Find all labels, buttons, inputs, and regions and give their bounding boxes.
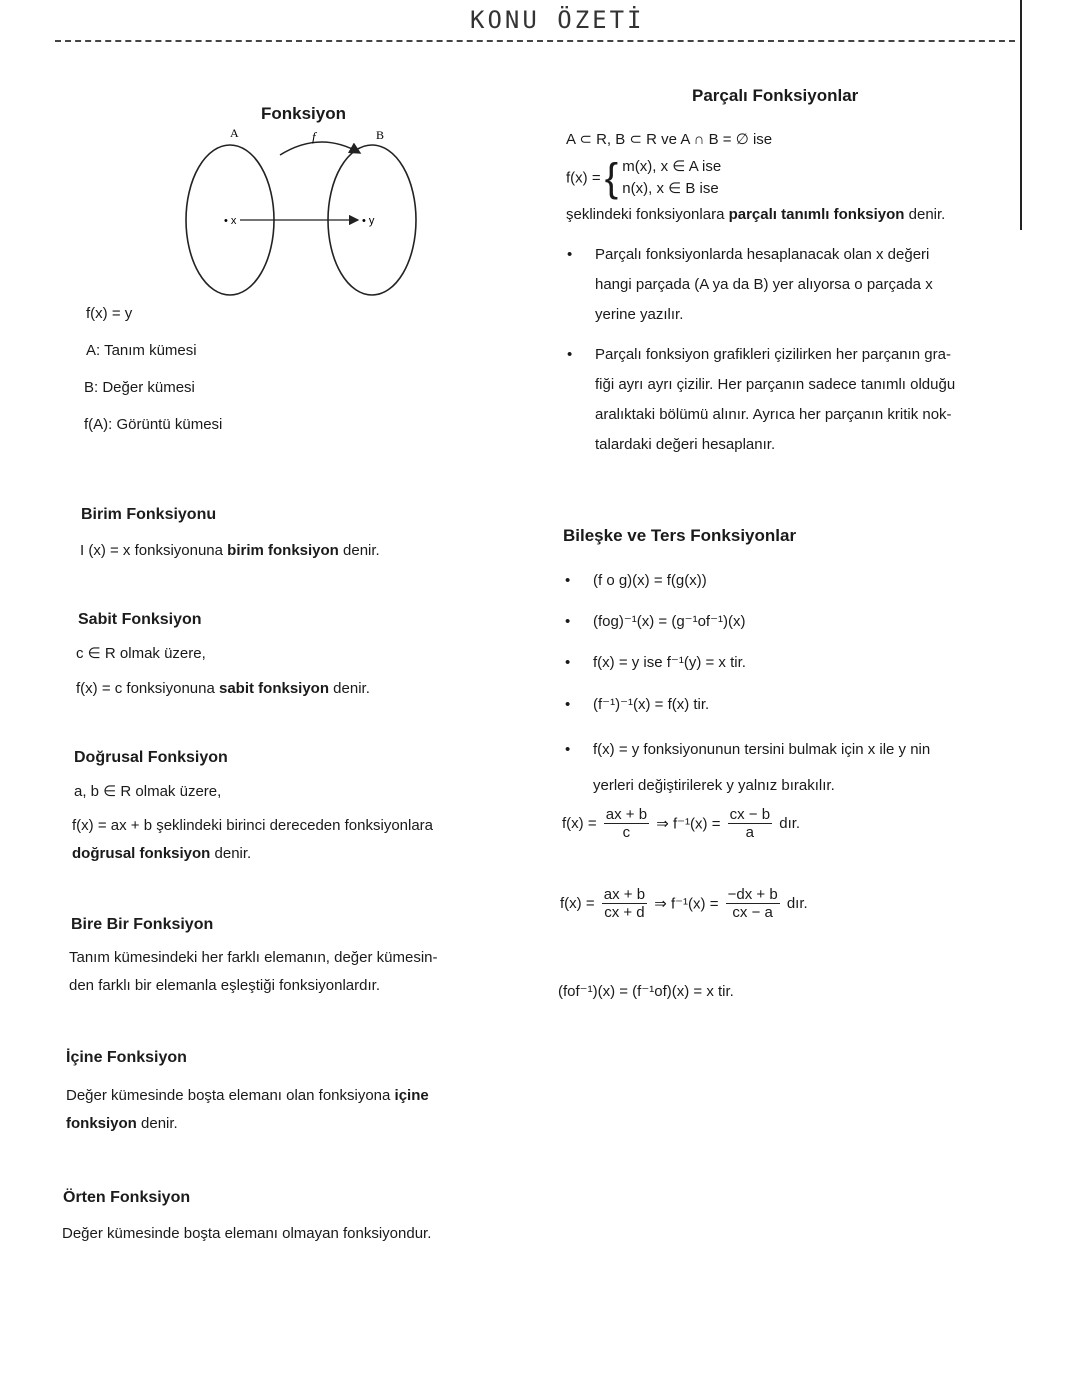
parcali-title: Parçalı Fonksiyonlar <box>692 86 859 105</box>
parcali-definition: şeklindeki fonksiyonlara parçalı tanımlı fonksiyon denir. <box>566 206 946 223</box>
set-b-label: B <box>376 128 385 142</box>
bileske-item-2: • (fog)⁻¹(x) = (g⁻¹of⁻¹)(x) <box>565 613 746 630</box>
dogrusal-text: f(x) = ax + b şeklindeki birinci dereceden fonksiyonlara doğrusal fonksiyon denir. <box>72 817 434 862</box>
elem-x: • x <box>224 215 237 227</box>
inverse-formula-2: f(x) = $\frac{ax + b}{cx + d}$ ⇒ f⁻¹(x) = $\frac{-dx + b}{cx - a}$ dır. <box>560 886 808 921</box>
sabit-text: f(x) = c fonksiyonuna sabit fonksiyon denir. <box>76 680 370 697</box>
bileske-item-4: • (f⁻¹)⁻¹(x) = f(x) tir. <box>565 696 710 713</box>
parcali-bullet-2: • Parçalı fonksiyon grafikleri çizilirken her parçanın gra- fiği ayrı ayrı çizilir. Her parçanın sadece tanımlı olduğu aralıktaki bölümü alınır. Ayrıca her parçanın kritik nok- talardaki değeri hesaplanır. <box>567 346 956 453</box>
margin-rule <box>1020 0 1022 230</box>
arrow-f-label: f <box>312 129 316 144</box>
dogrusal-title: Doğrusal Fonksiyon <box>74 749 228 766</box>
icine-title: İçine Fonksiyon <box>66 1049 187 1066</box>
bileske-item-5: • f(x) = y fonksiyonunun tersini bulmak için x ile y nin yerleri değiştirilerek y yalnız bırakılır. <box>565 741 931 794</box>
orten-text: Değer kümesinde boşta elemanı olmayan fonksiyondur. <box>62 1225 432 1242</box>
piecewise-brace: { <box>604 156 619 200</box>
sabit-line1: c ∈ R olmak üzere, <box>76 645 206 662</box>
bileske-title: Bileşke ve Ters Fonksiyonlar <box>563 526 797 545</box>
inverse-formula-1: f(x) = $\frac{ax + b}{c}$ ⇒ f⁻¹(x) = $\frac{cx - b}{a}$ dır. <box>562 806 801 841</box>
domain-desc: A: Tanım kümesi <box>86 342 197 359</box>
bileske-item-3: • f(x) = y ise f⁻¹(y) = x tir. <box>565 654 746 671</box>
image-desc: f(A): Görüntü kümesi <box>84 416 223 433</box>
header-rule <box>55 40 1015 42</box>
mapping-diagram <box>180 125 430 305</box>
page-header-title: KONU ÖZETİ <box>462 6 653 34</box>
mapping-arrow-top <box>280 142 360 155</box>
birebir-line1: Tanım kümesindeki her farklı elemanın, değer kümesin- <box>69 949 438 966</box>
piecewise-case1: m(x), x ∈ A ise <box>622 158 722 175</box>
dogrusal-line1: a, b ∈ R olmak üzere, <box>74 783 222 800</box>
piecewise-case2: n(x), x ∈ B ise <box>622 180 719 197</box>
piecewise-fx: f(x) = <box>566 169 601 187</box>
sabit-title: Sabit Fonksiyon <box>78 611 202 628</box>
birim-text: I (x) = x fonksiyonuna birim fonksiyon denir. <box>80 542 380 559</box>
elem-y: • y <box>362 215 375 227</box>
birim-title: Birim Fonksiyonu <box>81 506 217 523</box>
orten-title: Örten Fonksiyon <box>63 1189 191 1206</box>
codomain-desc: B: Değer kümesi <box>84 379 195 396</box>
identity-composition: (fof⁻¹)(x) = (f⁻¹of)(x) = x tir. <box>558 983 734 1000</box>
parcali-bullet-1: • Parçalı fonksiyonlarda hesaplanacak olan x değeri hangi parçada (A ya da B) yer alıyorsa o parçada x yerine yazılır. <box>567 246 933 323</box>
bileske-item-1: • (f o g)(x) = f(g(x)) <box>565 572 707 589</box>
icine-text: Değer kümesinde boşta elemanı olan fonksiyona içine fonksiyon denir. <box>66 1087 429 1132</box>
set-a-label: A <box>230 126 239 140</box>
fx-equals-y: f(x) = y <box>86 305 133 322</box>
birebir-line2: den farklı bir elemanla eşleştiği fonksiyonlardır. <box>69 977 380 994</box>
birebir-title: Bire Bir Fonksiyon <box>71 916 214 933</box>
piecewise-definition <box>566 156 721 200</box>
fonksiyon-title: Fonksiyon <box>261 104 347 123</box>
parcali-condition: A ⊂ R, B ⊂ R ve A ∩ B = ∅ ise <box>566 131 773 148</box>
